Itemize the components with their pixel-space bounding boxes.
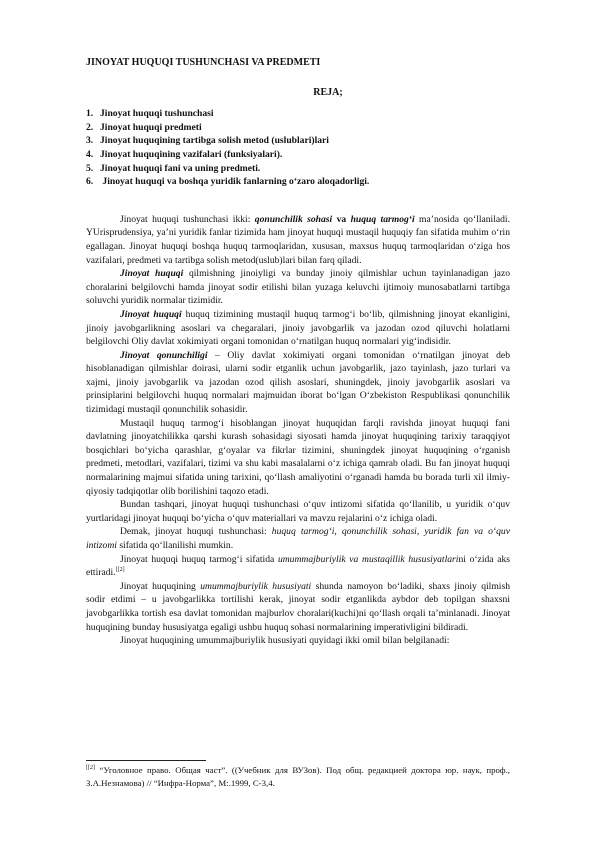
footnote-ref[interactable]: [[2] — [115, 567, 125, 573]
paragraph: Jinoyat huquqi huquq tarmog‘i sifatida umummajburiylik va mustaqillik hususiyatlarini o‘zida aks ettiradi.[[2] — [86, 553, 510, 579]
footnote-divider — [86, 760, 206, 761]
plan-list — [86, 107, 510, 189]
plan-item: 4. Jinoyat huquqining vazifalari (funksiyalari). — [86, 148, 283, 160]
paragraph: Jinoyat huquqi qilmishning jinoiyligi va bunday jinoiy qilmishlar uchun tayinlanadigan jazo choralarini belgilovchi hamda jinoyat sodir etilishi bilan yuzaga keluvchi ijtimoiy munosabatlarni tartibga soluvchi yuridik normalar tizimidir. — [86, 268, 510, 307]
plan-item: 6. Jinoyat huquqi va boshqa yuridik fanlarning o‘zaro aloqadorligi. — [86, 176, 370, 188]
plan-item: 2. Jinoyat huquqi predmeti — [86, 121, 202, 133]
footnote-marker[interactable]: [[2] — [86, 765, 95, 772]
footnote: [[2] “Уголовное право. Общая част”. ((Учебник для ВУЗов). Под общ. редакцией доктора юр. наук, проф., З.А.Незнамова) // “Инфра-Норма”, М:.1999, С-3,4. — [86, 765, 510, 788]
plan-item: 1. Jinoyat huquqi tushunchasi — [86, 108, 214, 120]
paragraph: Jinoyat huquqining umummajburiylik hususiyati quyidagi ikki omil bilan belgilanadi: — [120, 635, 450, 647]
paragraph: Bundan tashqari, jinoyat huquqi tushunchasi o‘quv intizomi sifatida qo‘llanilib, u yuridik o‘quv yurtlaridagi jinoyat huquqi bo‘yicha o‘quv materiallari va mavzu rejalarini o‘z ichiga oladi. — [86, 499, 510, 524]
paragraph: Mustaqil huquq tarmog‘i hisoblangan jinoyat huquqidan farqli ravishda jinoyat huquqi fani davlatning jinoyatchilikka qarshi kurash sohasidagi siyosati hamda jinoyat huquqining tarixiy taraqqiyot bosqichlari bo‘yicha qarashlar, g‘oyalar va fikrlar tizimini, shuningdek jinoyat huquqining o‘rganish predmeti, metodlari, vazifalari, tizimi va shu kabi masalalarni o‘z ichiga qamrab oladi. Bu fan jinoyat huquqi normalarining majmui sifatida uning tarixini, qo‘llash amaliyotini o‘rganadi hamda bu borada turli xil ilmiy-qiyosiy tadqiqotlar olib borilishini taqozo etadi. — [86, 417, 510, 497]
plan-heading: REJA; — [313, 86, 343, 98]
paragraph: Jinoyat huquqi tushunchasi ikki: qonunchilik sohasi va huquq tarmog‘i ma’nosida qo‘llaniladi. YUrisprudensiya, ya’ni yuridik fanlar tizimida ham jinoyat huquqi mustaqil huquqiy fan sifatida muhim o‘rin egallagan. Jinoyat huquqi boshqa huquq tarmoqlaridan, xususan, maxsus huquq tarmoqlaridan o‘ziga hos vazifalari, predmeti va tartibga solish metod(uslub)lari bilan farq qiladi. — [86, 213, 510, 266]
document-page — [86, 56, 510, 648]
plan-item: 3. Jinoyat huquqining tartibga solish metod (uslublari)lari — [86, 135, 329, 147]
paragraph: Jinoyat huquqi huquq tizimining mustaqil huquq tarmog‘i bo‘lib, qilmishning jinoyat ekanligini, jinoiy javobgarlikning asoslari va chegaralari, jinoiy javobgarlik va jazodan ozod qiluvchi holatlarni belgilovchi Oliy davlat xokimiyati organi tomonidan o‘rnatilgan huquq normalari yig‘indisidir. — [86, 308, 511, 348]
paragraph: Demak, jinoyat huquqi tushunchasi: huquq tarmog‘i, qonunchilik sohasi, yuridik fan va o‘quv intizomi sifatida qo‘llanilishi mumkin. — [86, 526, 510, 551]
paragraph: Jinoyat huquqining umummajburiylik hususiyati shunda namoyon bo‘ladiki, shaxs jinoiy qilmish sodir etdimi – u javobgarlikka tortilishi kerak, jinoyat sodir etganlikda aybdor deb topilgan shaxsni javobgarlikka tortish esa davlat tomonidan majburlov choralari(kuchi)ni qo‘llash orqali ta’minlanadi. Jinoyat huquqining bunday hususiyatga egaligi ushbu huquq sohasi normalarining imperativligini bildiradi. — [86, 580, 510, 633]
paragraph: Jinoyat qonunchiligi – Oliy davlat xokimiyati organi tomonidan o‘rnatilgan jinoyat deb hisoblanadigan qilmishlar doirasi, ularni sodir etganlik uchun javobgarlik, jazo tayinlash, jazo turlari va xajmi, jinoiy javobgarlik va jazodan ozod qilish asoslari, shuningdek, jinoiy javobgarlik asoslari va prinsiplarini belgilovchi huquq normalari majmuidan iborat bo‘lgan O‘zbekiston Respublikasi qonunchilik tizimidagi mustaqil qonunchilik sohasidir. — [86, 349, 510, 416]
plan-item: 5. Jinoyat huquqi fani va uning predmeti. — [86, 162, 261, 174]
document-title: JINOYAT HUQUQI TUSHUNCHASI VA PREDMETI — [86, 57, 321, 68]
